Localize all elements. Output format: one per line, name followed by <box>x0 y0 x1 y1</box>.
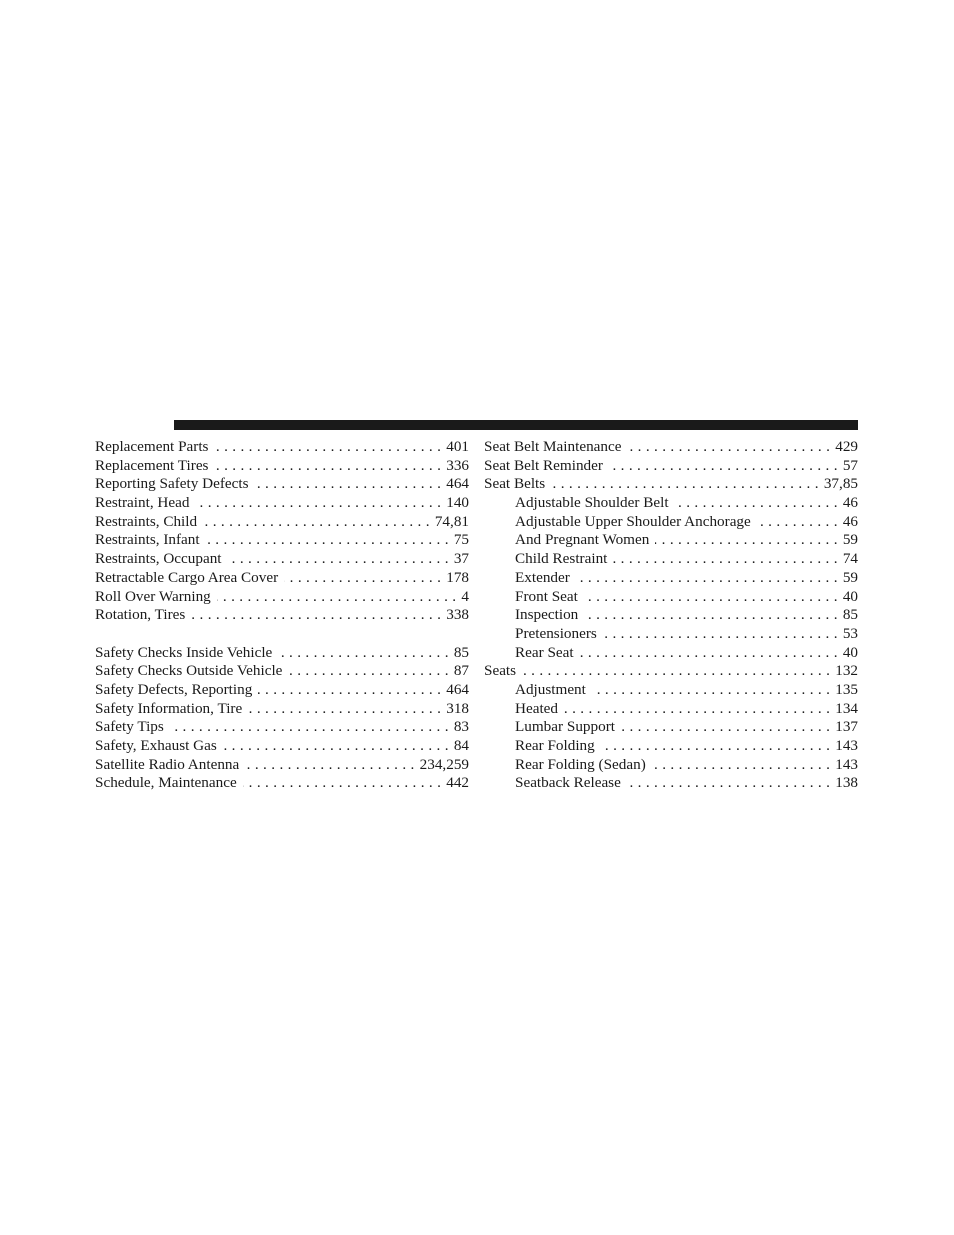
index-entry <box>95 662 469 681</box>
index-page-number: 59 <box>842 568 858 586</box>
index-page-number: 464 <box>446 680 469 698</box>
index-entry <box>95 569 469 588</box>
dot-leader <box>609 457 838 476</box>
index-page-number: 59 <box>842 531 858 549</box>
dot-leader <box>627 774 830 793</box>
dot-leader <box>613 550 837 569</box>
dot-leader <box>576 569 838 588</box>
index-entry <box>95 774 469 793</box>
index-term: Replacement Parts <box>95 438 209 455</box>
index-term: Restraints, Infant <box>95 531 200 549</box>
index-subentry <box>484 494 858 513</box>
dot-leader <box>258 681 441 700</box>
index-subentry <box>484 756 858 775</box>
index-entry <box>95 681 469 700</box>
index-page-number: 429 <box>835 438 858 455</box>
index-entry <box>95 494 469 513</box>
dot-leader <box>584 606 838 625</box>
dot-leader <box>288 662 448 681</box>
index-page-number: 234,259 <box>419 755 469 773</box>
index-page-number: 57 <box>842 456 858 474</box>
index-subentry <box>484 644 858 663</box>
dot-leader <box>214 438 441 457</box>
index-entry <box>95 513 469 532</box>
index-term: Roll Over Warning <box>95 587 211 605</box>
index-term: Adjustable Upper Shoulder Anchorage <box>515 512 751 530</box>
index-term: Reporting Safety Defects <box>95 475 249 493</box>
index-page-number: 401 <box>446 438 469 455</box>
index-page-number: 442 <box>446 774 469 792</box>
index-term: Restraint, Head <box>95 494 190 512</box>
index-term: And Pregnant Women <box>515 531 650 549</box>
index-term: Pretensioners <box>515 624 597 642</box>
index-term: Rotation, Tires <box>95 606 186 624</box>
index-term: Rear Folding (Sedan) <box>515 755 646 773</box>
index-term: Restraints, Child <box>95 512 198 530</box>
index-page-number: 132 <box>835 662 858 680</box>
index-term: Safety Tips <box>95 718 164 736</box>
dot-leader <box>551 475 819 494</box>
dot-leader <box>627 438 830 457</box>
dot-leader <box>592 681 830 700</box>
index-term: Child Restraint <box>515 550 608 568</box>
dot-leader <box>655 531 837 550</box>
index-page-number: 135 <box>835 680 858 698</box>
dot-leader <box>580 644 838 663</box>
index-page-number: 85 <box>453 643 469 661</box>
index-entry <box>95 588 469 607</box>
dot-leader <box>217 588 457 607</box>
index-page-number: 338 <box>446 606 469 624</box>
index-term: Front Seat <box>515 587 578 605</box>
dot-leader <box>195 494 441 513</box>
dot-leader <box>243 774 442 793</box>
index-page-number: 137 <box>835 718 858 736</box>
index-page-number: 140 <box>446 494 469 512</box>
dot-leader <box>278 644 449 663</box>
index-entry <box>95 531 469 550</box>
dot-leader <box>170 718 449 737</box>
index-term: Restraints, Occupant <box>95 550 222 568</box>
dot-leader <box>603 625 838 644</box>
dot-leader <box>245 756 414 775</box>
index-term: Seat Belt Maintenance <box>484 438 622 455</box>
dot-leader <box>652 756 830 775</box>
index-page-number: 74,81 <box>434 512 469 530</box>
index-page-number: 143 <box>835 755 858 773</box>
dot-leader <box>621 718 830 737</box>
index-term: Safety Defects, Reporting <box>95 680 253 698</box>
dot-leader <box>223 737 449 756</box>
index-term: Adjustment <box>515 680 586 698</box>
index-page-number: 46 <box>842 512 858 530</box>
index-page-number: 53 <box>842 624 858 642</box>
index-page-number: 87 <box>453 662 469 680</box>
index-entry <box>484 475 858 494</box>
index-term: Heated <box>515 699 559 717</box>
index-entry <box>95 606 469 625</box>
index-entry <box>95 756 469 775</box>
index-term: Adjustable Shoulder Belt <box>515 494 669 512</box>
index-page-number: 75 <box>453 531 469 549</box>
index-subentry <box>484 700 858 719</box>
dot-leader <box>675 494 838 513</box>
index-term: Replacement Tires <box>95 456 209 474</box>
index-term: Lumbar Support <box>515 718 615 736</box>
index-page-number: 40 <box>842 587 858 605</box>
index-subentry <box>484 606 858 625</box>
index-subentry <box>484 550 858 569</box>
index-page-number: 336 <box>446 456 469 474</box>
dot-leader <box>206 531 449 550</box>
index-term: Safety Checks Inside Vehicle <box>95 643 273 661</box>
index-page-number: 83 <box>453 718 469 736</box>
dot-leader <box>601 737 830 756</box>
index-page-number: 37 <box>453 550 469 568</box>
index-entry <box>95 475 469 494</box>
index-entry <box>95 644 469 663</box>
index-page-number: 134 <box>835 699 858 717</box>
index-page-number: 37,85 <box>823 475 858 493</box>
dot-leader <box>564 700 830 719</box>
index-page-number: 46 <box>842 494 858 512</box>
index-page-number: 84 <box>453 737 469 754</box>
dot-leader <box>228 550 449 569</box>
index-entry <box>484 662 858 681</box>
dot-leader <box>522 662 830 681</box>
index-entry <box>484 438 858 457</box>
index-term: Seatback Release <box>515 774 621 792</box>
index-term: Safety, Exhaust Gas <box>95 737 217 754</box>
index-entry <box>95 737 469 756</box>
index-subentry <box>484 625 858 644</box>
index-entry <box>95 550 469 569</box>
index-term: Seats <box>484 662 517 680</box>
index-subentry <box>484 569 858 588</box>
index-entry <box>484 457 858 476</box>
index-page-number: 74 <box>842 550 858 568</box>
index-page-number: 4 <box>461 587 469 605</box>
index-term: Seat Belts <box>484 475 546 493</box>
dot-leader <box>214 457 441 476</box>
index-page-number: 178 <box>446 568 469 586</box>
index-term: Safety Information, Tire <box>95 699 243 717</box>
index-column-right <box>484 438 858 793</box>
index-page-number: 464 <box>446 475 469 493</box>
index-entry <box>95 438 469 457</box>
index-subentry <box>484 531 858 550</box>
dot-leader <box>191 606 441 625</box>
dot-leader <box>584 588 838 607</box>
index-subentry <box>484 588 858 607</box>
index-term: Satellite Radio Antenna <box>95 755 240 773</box>
index-page-number: 143 <box>835 737 858 754</box>
index-entry <box>95 457 469 476</box>
index-page-number: 40 <box>842 643 858 661</box>
dot-leader <box>248 700 441 719</box>
index-term: Retractable Cargo Area Cover <box>95 568 279 586</box>
index-subentry <box>484 774 858 793</box>
dot-leader <box>757 513 838 532</box>
index-page-number: 85 <box>842 606 858 624</box>
index-term: Inspection <box>515 606 579 624</box>
index-term: Rear Folding <box>515 737 595 754</box>
index-term: Rear Seat <box>515 643 574 661</box>
dot-leader <box>284 569 441 588</box>
header-rule <box>174 420 858 430</box>
index-page-number: 318 <box>446 699 469 717</box>
index-spacer <box>95 625 469 644</box>
index-subentry <box>484 513 858 532</box>
index-term: Safety Checks Outside Vehicle <box>95 662 283 680</box>
index-page-number: 138 <box>835 774 858 792</box>
index-subentry <box>484 737 858 756</box>
index-subentry <box>484 681 858 700</box>
dot-leader <box>203 513 430 532</box>
index-column-left <box>95 438 469 793</box>
index-term: Seat Belt Reminder <box>484 456 603 474</box>
dot-leader <box>255 475 442 494</box>
index-entry <box>95 700 469 719</box>
index-term: Extender <box>515 568 570 586</box>
index-subentry <box>484 718 858 737</box>
index-term: Schedule, Maintenance <box>95 774 237 792</box>
index-entry <box>95 718 469 737</box>
